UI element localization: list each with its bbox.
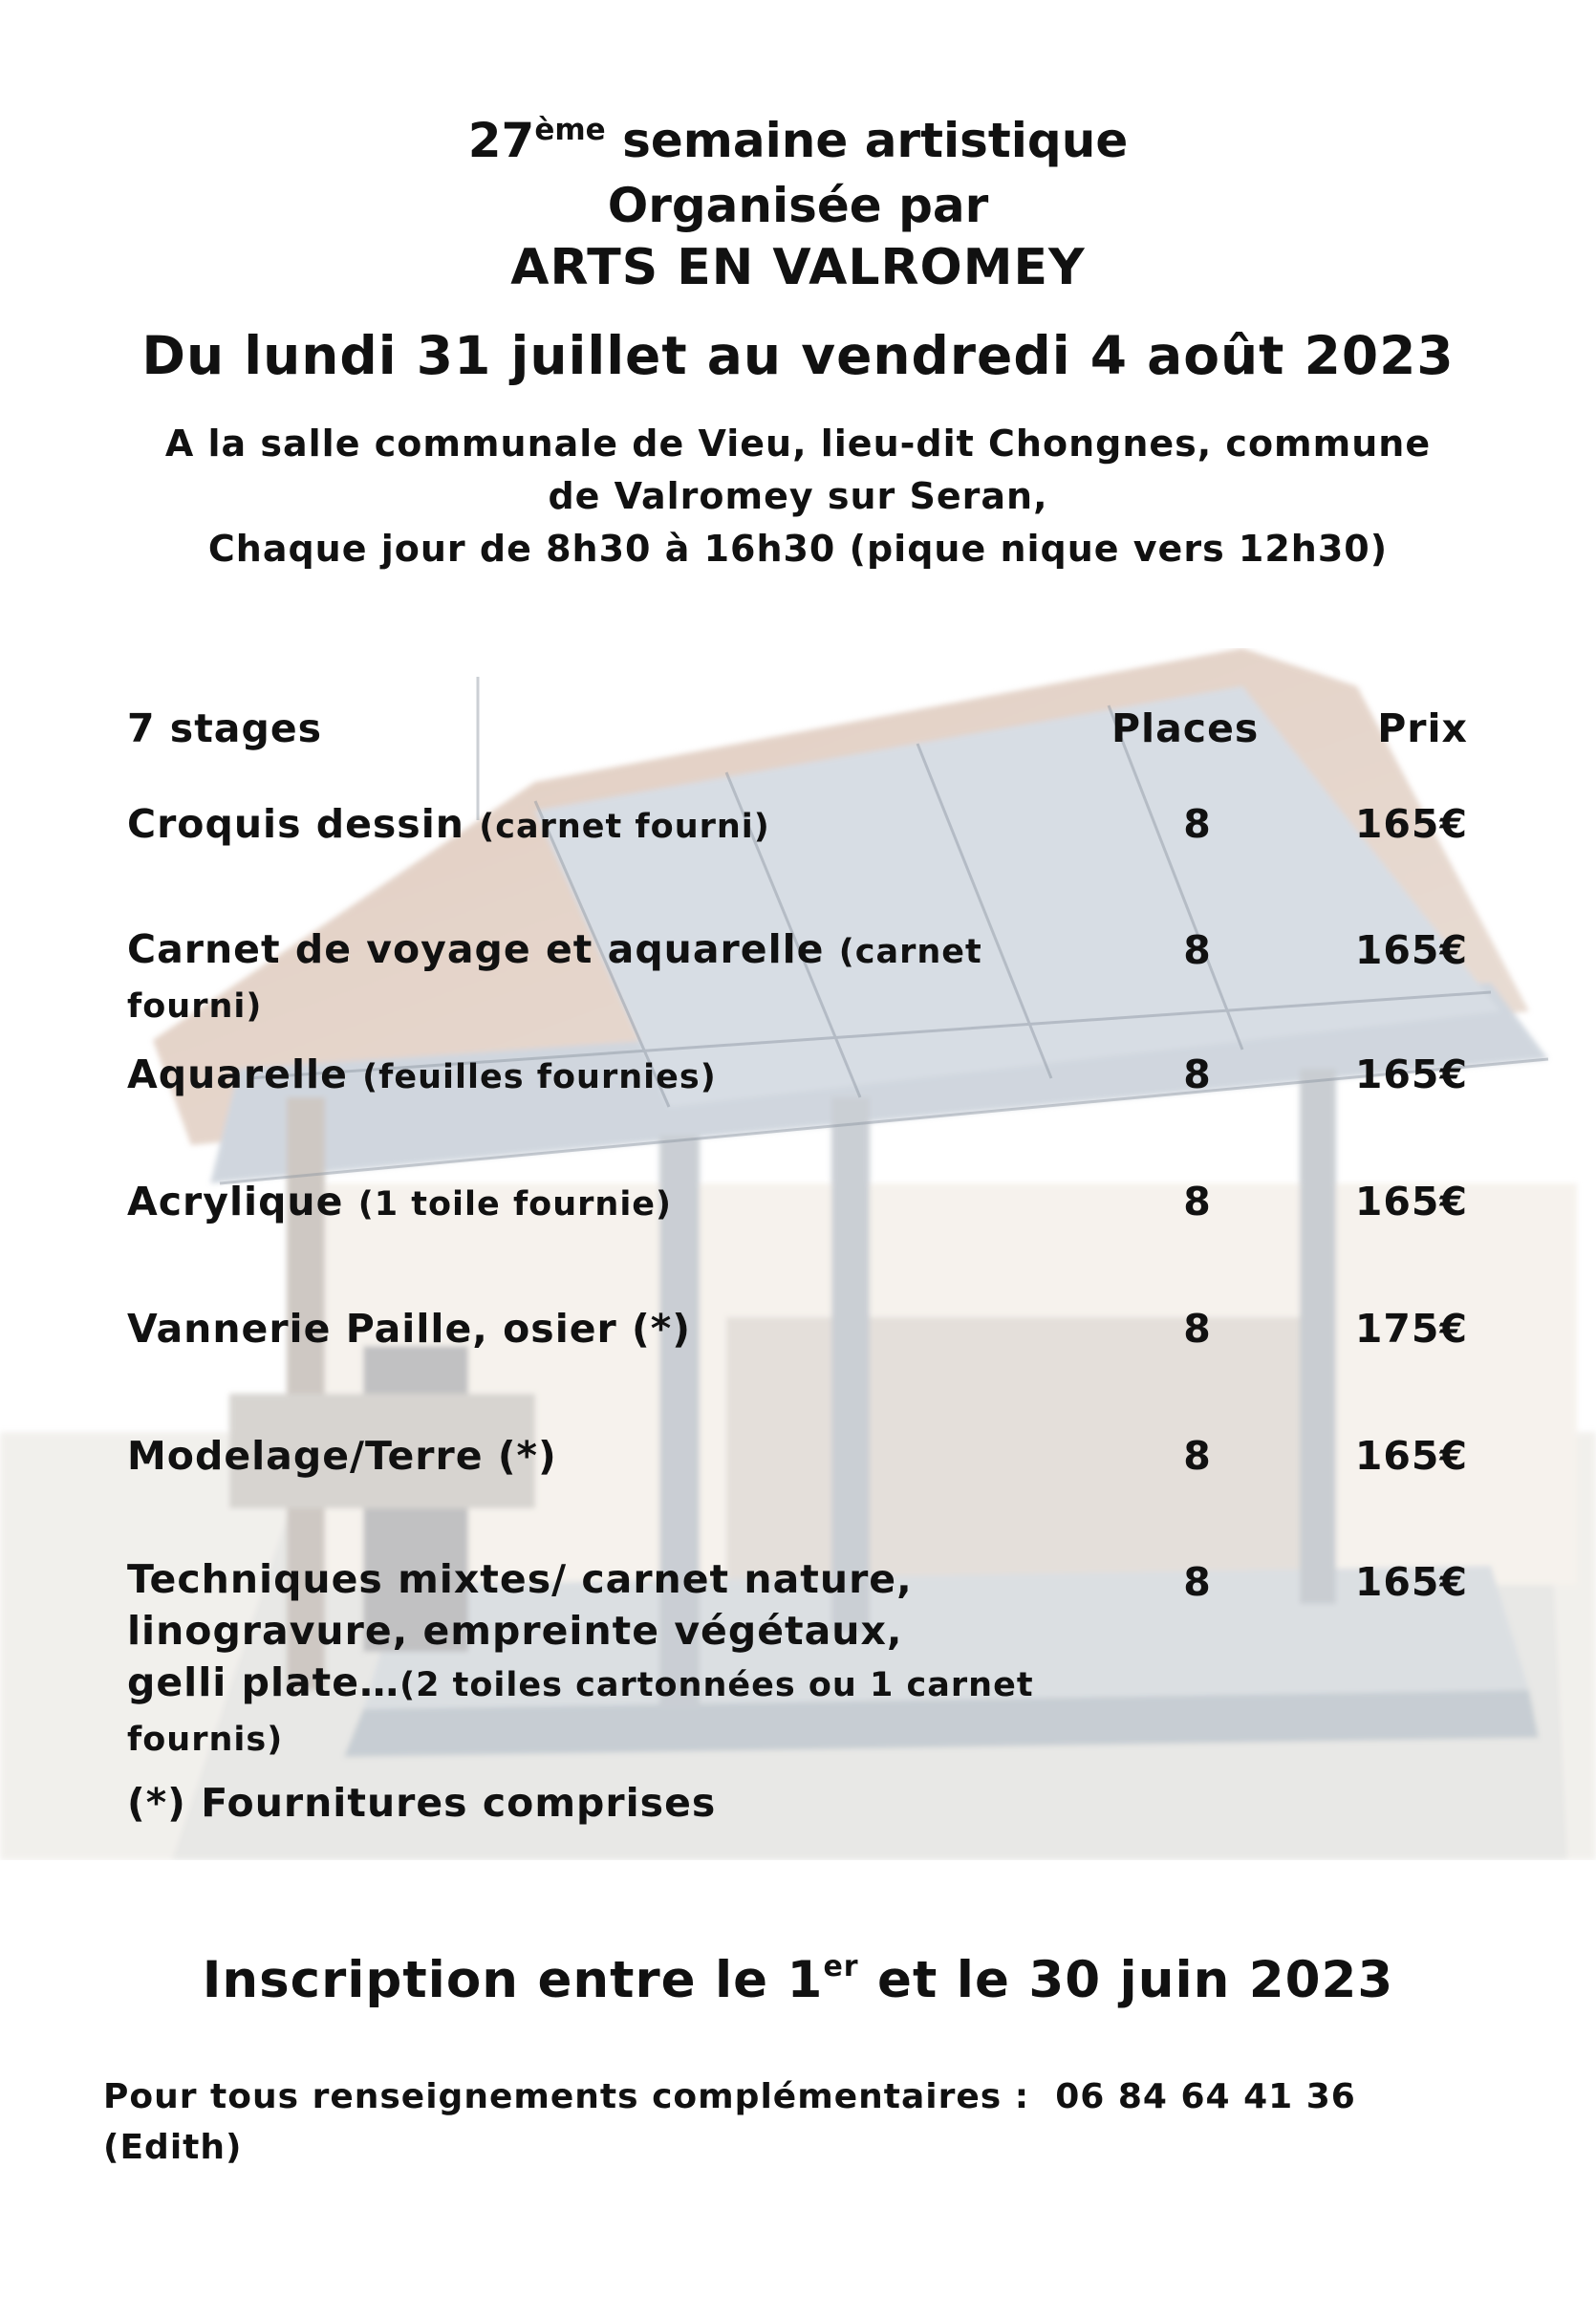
event-dates: Du lundi 31 juillet au vendredi 4 août 2023 <box>141 325 1455 386</box>
row-places: 8 <box>1183 1559 1212 1605</box>
row-places: 8 <box>1183 927 1212 973</box>
contact-info: Pour tous renseignements complémentaires : 06 84 64 41 36 (Edith) <box>103 2077 1356 2167</box>
table-row: Vannerie Paille, osier (*) <box>127 1306 691 1352</box>
association-name: ARTS EN VALROMEY <box>510 239 1086 296</box>
supplies-footnote: (*) Fournitures comprises <box>127 1780 717 1826</box>
header-stages: 7 stages <box>127 705 323 751</box>
header-places: Places <box>1111 705 1260 751</box>
row-price: 165€ <box>1354 1179 1468 1225</box>
row-price: 165€ <box>1354 927 1468 973</box>
table-row: Modelage/Terre (*) <box>127 1433 557 1479</box>
table-row: Carnet de voyage et aquarelle (carnet fourni) <box>127 926 982 1026</box>
organiser-label: Organisée par <box>607 178 989 233</box>
row-price: 165€ <box>1354 1051 1468 1097</box>
location-info: A la salle communale de Vieu, lieu-dit Chongnes, commune de Valromey sur Seran, Chaque jour de 8h30 à 16h30 (pique nique vers 12h30) <box>164 423 1432 570</box>
row-price: 165€ <box>1354 1433 1468 1479</box>
registration-dates: Inscription entre le 1er et le 30 juin 2023 <box>202 1950 1394 2009</box>
table-row: Acrylique (1 toile fournie) <box>127 1179 673 1225</box>
row-places: 8 <box>1183 801 1212 847</box>
row-price: 165€ <box>1354 801 1468 847</box>
table-row: Aquarelle (feuilles fournies) <box>127 1051 717 1097</box>
row-places: 8 <box>1183 1179 1212 1225</box>
row-places: 8 <box>1183 1051 1212 1097</box>
table-row: Croquis dessin (carnet fourni) <box>127 801 770 847</box>
table-row: Techniques mixtes/ carnet nature, linogravure, empreinte végétaux, gelli plate…(2 toiles cartonnées ou 1 carnet fournis) <box>127 1556 1034 1759</box>
row-places: 8 <box>1183 1433 1212 1479</box>
row-price: 175€ <box>1354 1306 1468 1352</box>
row-price: 165€ <box>1354 1559 1468 1605</box>
edition-title: 27ème semaine artistique <box>467 113 1129 168</box>
header-price: Prix <box>1377 705 1468 751</box>
row-places: 8 <box>1183 1306 1212 1352</box>
